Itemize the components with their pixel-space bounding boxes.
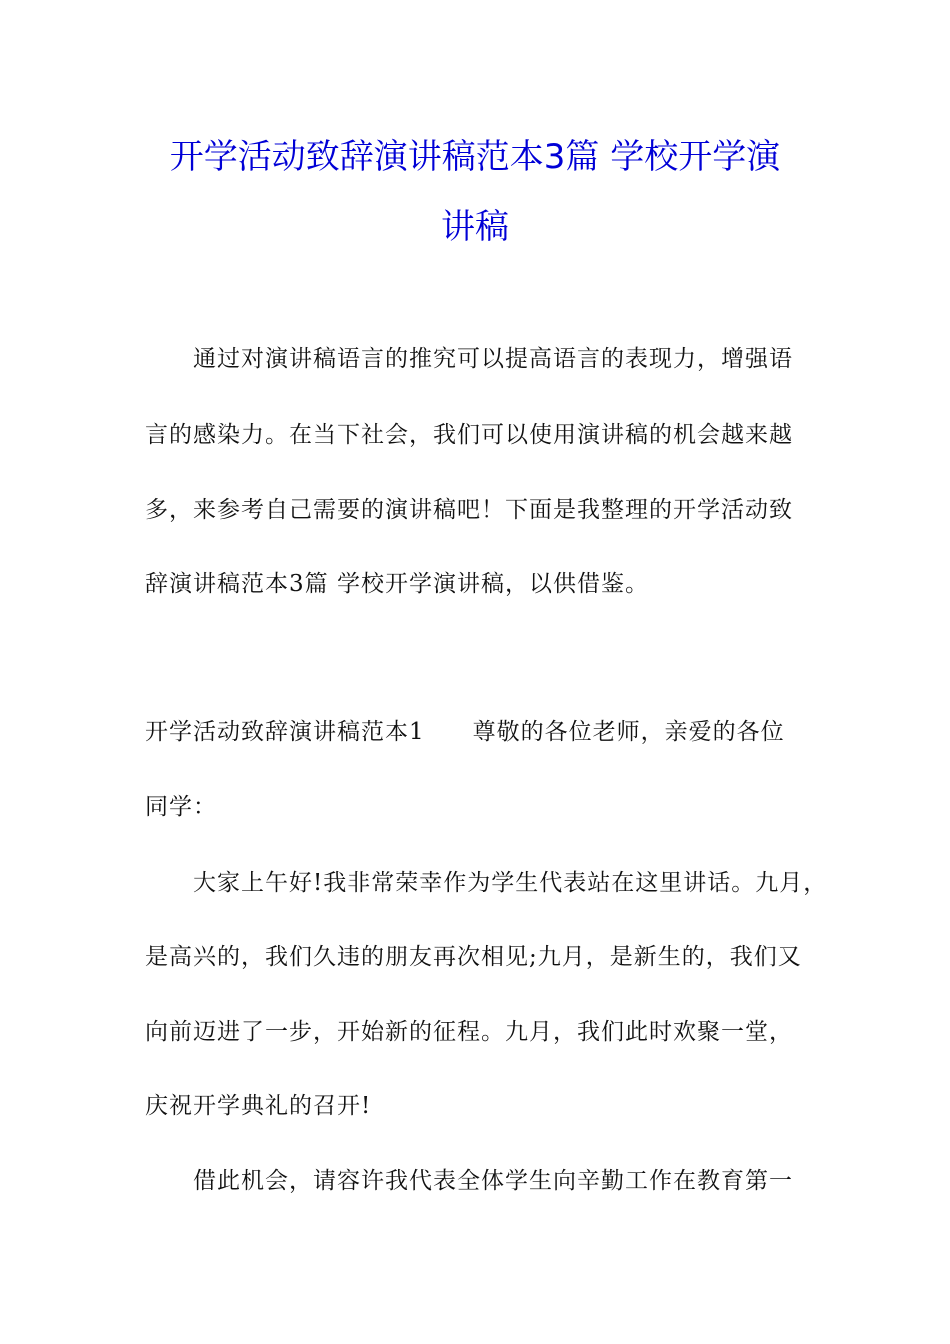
intro-paragraph-line: 辞演讲稿范本3篇 学校开学演讲稿，以供借鉴。: [145, 571, 649, 597]
document-title-line-2: 讲稿: [441, 207, 509, 247]
speech-paragraph-line: 大家上午好!我非常荣幸作为学生代表站在这里讲话。九月，: [193, 870, 828, 896]
intro-paragraph-line: 多，来参考自己需要的演讲稿吧！下面是我整理的开学活动致: [145, 497, 793, 523]
intro-paragraph-line: 言的感染力。在当下社会，我们可以使用演讲稿的机会越来越: [145, 422, 793, 448]
speech-paragraph-line: 庆祝开学典礼的召开!: [145, 1093, 372, 1119]
speech-heading-line: 开学活动致辞演讲稿范本1 尊敬的各位老师，亲爱的各位: [145, 719, 785, 745]
speech-paragraph-line: 是高兴的，我们久违的朋友再次相见;九月，是新生的，我们又: [145, 944, 802, 970]
intro-paragraph-line: 通过对演讲稿语言的推究可以提高语言的表现力，增强语: [193, 346, 793, 372]
speech-paragraph-line: 借此机会，请容许我代表全体学生向辛勤工作在教育第一: [193, 1168, 793, 1194]
speech-paragraph-line: 向前迈进了一步，开始新的征程。九月，我们此时欢聚一堂，: [145, 1019, 793, 1045]
document-title-line-1: 开学活动致辞演讲稿范本3篇 学校开学演: [169, 137, 781, 177]
speech-paragraph-line: 同学：: [145, 794, 217, 820]
